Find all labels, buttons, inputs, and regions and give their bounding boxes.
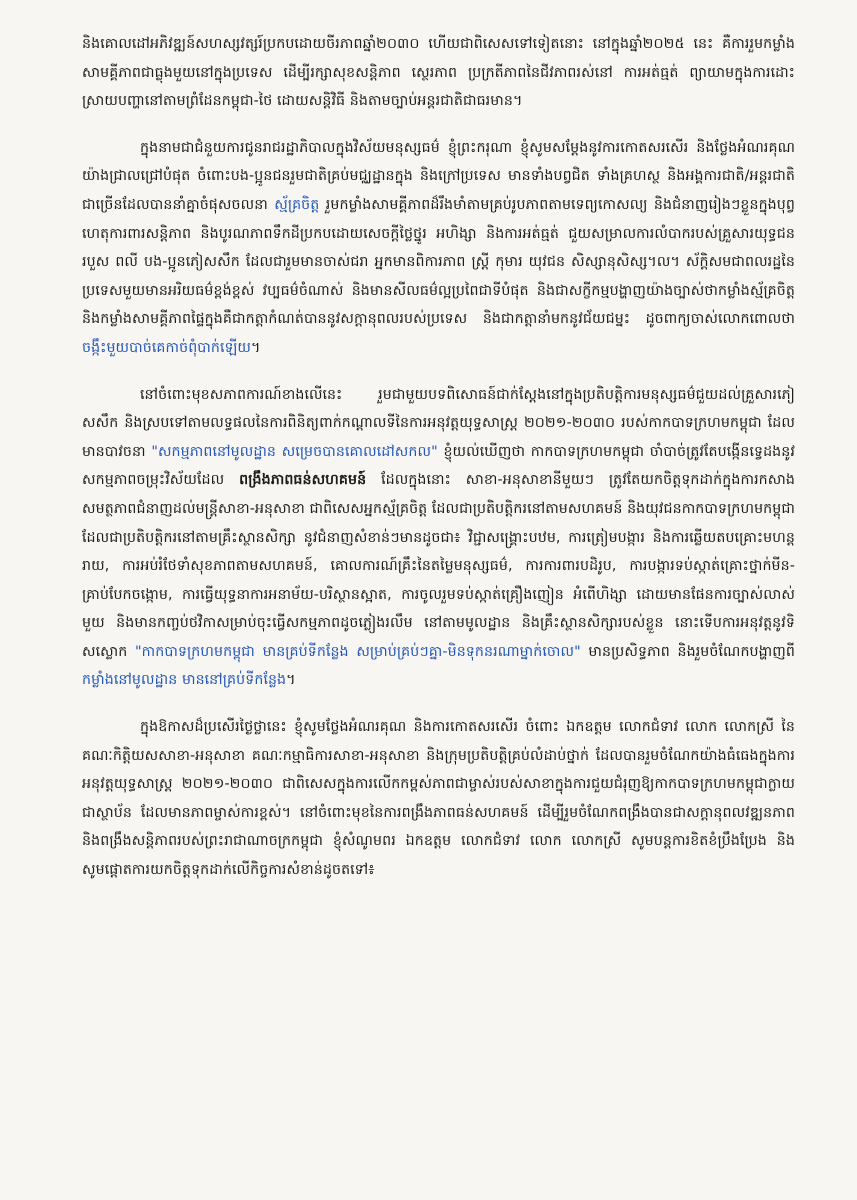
paragraph-4-text: ក្នុងឱកាសដ៏ប្រសើរថ្ងៃថ្លានេះ ខ្ញុំសូមថ្លែងអំណរគុណ និងការកោតសរសើរ ចំពោះ ឯកឧត្តម លោកជំទាវ លោក លោកស្រី នៃគណៈកិត្តិយសសាខា-អនុសាខា គណៈកម្មាធិការសាខា-អនុសាខា និងក្រុមប្រតិបត្តិគ្រប់លំដាប់ថ្នាក់ ដែលបានរួមចំណែកយ៉ាងធំធេងក្នុងការអនុវត្តយុទ្ធសាស្ត្រ ២០២១-២០៣០ ជាពិសេសក្នុងការលើកកម្ពស់ភាពជាម្ចាស់របស់សាខាក្នុងការជួយជំរុញឱ្យកាកបាទក្រហមកម្ពុជាក្លាយជាស្ថាប័ន ដែលមានភាពម្ចាស់ការខ្ពស់។ នៅចំពោះមុខនៃការពង្រឹងភាពធន់សហគមន៍ ដើម្បីរួមចំណែកពង្រឹងបានជាសក្តានុពលវឌ្ឍនភាព និងពង្រឹងសន្តិភាពរបស់ព្រះរាជាណាចក្រកម្ពុជា ខ្ញុំសំណូមពរ ឯកឧត្តម លោកជំទាវ លោក លោកស្រី សូមបន្តការខិតខំប្រឹងប្រែង និងសូមផ្តោតការយកចិត្តទុកដាក់លើកិច្ចការសំខាន់ដូចតទៅ៖ xyxy=(82,719,795,879)
paragraph-2-text-b: រួមកម្លាំងសាមគ្គីភាពដ៏រឹងមាំតាមគ្រប់រូបភាពតាមទេព្យកោសល្យ និងជំនាញរៀងៗខ្លួនក្នុងបុព្វហេតុការពារសន្តិភាព និងបូរណភាពទឹកដីប្រកបដោយសេចក្តីថ្លៃថ្នូរ អហិង្សា និងការអត់ធ្មត់ ជួយសម្រាលការលំបាករបស់គ្រួសារយុទ្ធជនរបួស ពលី បង-ប្អូនភៀសសឹក ដែលជារួមមានចាស់ជរា អ្នកមានពិការភាព ស្ត្រី កុមារ យុវជន សិស្សានុសិស្ស។ល។ ស័ក្តិសមជាពលរដ្ឋនៃប្រទេសមួយមានអរិយធម៌ខ្ពង់ខ្ពស់ វប្បធម៌ចំណាស់ និងមានសីលធម៌ល្អប្រពៃជាទីបំផុត និងជាសក្ខីកម្មបង្ហាញយ៉ាងច្បាស់ថាកម្លាំងស្ម័គ្រចិត្ត និងកម្លាំងសាមគ្គីភាពផ្ទៃក្នុងគឺជាកត្តាកំណត់បាននូវសក្តានុពលរបស់ប្រទេស និងជាកត្តានាំមកនូវជ័យជម្នះ ដូចពាក្យចាស់លោកពោលថា xyxy=(82,196,795,328)
paragraph-1-text: និងគោលដៅអភិវឌ្ឍន៍សហស្សវត្សរ៍ប្រកបដោយចីរភាពឆ្នាំ២០៣០ ហើយជាពិសេសទៅទៀតនោះ នៅក្នុងឆ្នាំ២០២៥ នេះ គឺការរួមកម្លាំងសាមគ្គីភាពជាធ្លុងមួយនៅក្នុងប្រទេស ដើម្បីរក្សាសុខសន្តិភាព ស្ថេរភាព ប្រក្រតីភាពនៃជីវភាពរស់នៅ ការអត់ធ្មត់ ព្យាយាមក្នុងការដោះស្រាយបញ្ហានៅតាមព្រំដែនកម្ពុជា-ថៃ ដោយសន្តិវិធី និងតាមច្បាប់អន្តរជាតិជាធរមាន។ xyxy=(82,36,795,110)
motto-highlight: "សកម្មភាពនៅមូលដ្ឋាន សម្រេចបានគោលដៅសកល" xyxy=(151,443,438,460)
paragraph-3-text-c: ដែលក្នុងនោះ សាខា-អនុសាខានីមួយៗ ត្រូវតែយកចិត្តទុកដាក់ក្នុងការកសាងសមត្ថភាពជំនាញដល់មន្ត្រីសាខា-អនុសាខា ជាពិសេសអ្នកស្ម័គ្រចិត្ត ដែលជាប្រតិបត្តិករនៅតាមសហគមន៍ និងយុវជនកាកបាទក្រហមកម្ពុជាដែលជាប្រតិបត្តិករនៅតាមគ្រឹះស្ថានសិក្សា នូវជំនាញសំខាន់ៗមានដូចជា៖ វិជ្ជាសង្គ្រោះបឋម, ការត្រៀមបង្ការ និងការឆ្លើយតបគ្រោះមហន្តរាយ, ការអប់រំថែទាំសុខភាពតាមសហគមន៍, គោលការណ៍គ្រឹះនៃតម្លៃមនុស្សធម៌, ការការពារបដិរូប, ការបង្ការទប់ស្កាត់គ្រោះថ្នាក់មីន-គ្រាប់បែកចង្កោម, ការធ្វើយុទ្ធនាការអនាម័យ-បរិស្ថានស្អាត, ការចូលរួមទប់ស្កាត់គ្រឿងញៀន អំពើហិង្សា ដោយមានផែនការច្បាស់លាស់មួយ និងមានកញ្ចប់ថវិកាសម្រាប់ចុះធ្វើសកម្មភាពដូចភ្លៀងរលឹម នៅតាមមូលដ្ឋាន និងគ្រឹះស្ថានសិក្សារបស់ខ្លួន នោះទើបការអនុវត្តនូវទិសស្លោក xyxy=(82,472,796,660)
resilience-emphasis: ពង្រឹងភាពធន់សហគមន៍ xyxy=(239,472,367,489)
local-strength-highlight: កម្លាំងនៅមូលដ្ឋាន មាននៅគ្រប់ទីកន្លែង xyxy=(82,672,287,689)
paragraph-3 xyxy=(82,381,795,696)
slogan-highlight: "កាកបាទក្រហមកម្ពុជា មានគ្រប់ទីកន្លែង សម្រាប់គ្រប់ៗគ្នា-មិនទុកនរណាម្នាក់ចោល" xyxy=(135,643,581,660)
paragraph-2 xyxy=(82,134,795,363)
paragraph-3-text-b: ខ្ញុំយល់ឃើញថា កាកបាទក្រហមកម្ពុជា ចាំបាច់ត្រូវតែបង្កើនទ្វេដងនូវសកម្មភាពចម្រុះវិស័យដែល xyxy=(82,443,795,489)
volunteer-highlight: ស្ម័គ្រចិត្ត xyxy=(274,196,320,213)
paragraph-2-text-c: ។ xyxy=(251,339,261,356)
paragraph-1 xyxy=(82,30,795,116)
paragraph-3-text-a: នៅចំពោះមុខសភាពការណ៍ខាងលើនេះ រួមជាមួយបទពិសោធន៍ជាក់ស្តែងនៅក្នុងប្រតិបត្តិការមនុស្សធម៌ជួយដល់គ្រួសារភៀសសឹក និងស្របទៅតាមលទ្ធផលនៃការពិនិត្យពាក់កណ្តាលទីនៃការអនុវត្តយុទ្ធសាស្ត្រ ២០២១-២០៣០ របស់កាកបាទក្រហមកម្ពុជា ដែលមានបាវចនា xyxy=(82,386,795,460)
paragraph-3-text-e: ។ xyxy=(286,672,296,689)
paragraph-3-text-d: មានប្រសិទ្ធភាព និងរួមចំណែកបង្ហាញពី xyxy=(580,643,795,660)
paragraph-4 xyxy=(82,713,795,885)
proverb-highlight: ចង្កឹះមួយបាច់គេកាច់ពុំបាក់ឡើយ xyxy=(82,339,252,356)
paragraph-2-text-a: ក្នុងនាមជាជំនួយការជូនរាជរដ្ឋាភិបាលក្នុងវិស័យមនុស្សធម៌ ខ្ញុំព្រះករុណា ខ្ញុំសូមសម្តែងនូវការកោតសរសើរ និងថ្លែងអំណរគុណយ៉ាងជ្រាលជ្រៅបំផុត ចំពោះបង-ប្អូនជនរួមជាតិគ្រប់មជ្ឈដ្ឋានក្នុង និងក្រៅប្រទេស មានទាំងបព្វជិត ទាំងគ្រហស្ថ និងអង្គការជាតិ/អន្តរជាតិជាច្រើនដែលបាននាំគ្នាចំផុសចលនា xyxy=(82,139,795,213)
